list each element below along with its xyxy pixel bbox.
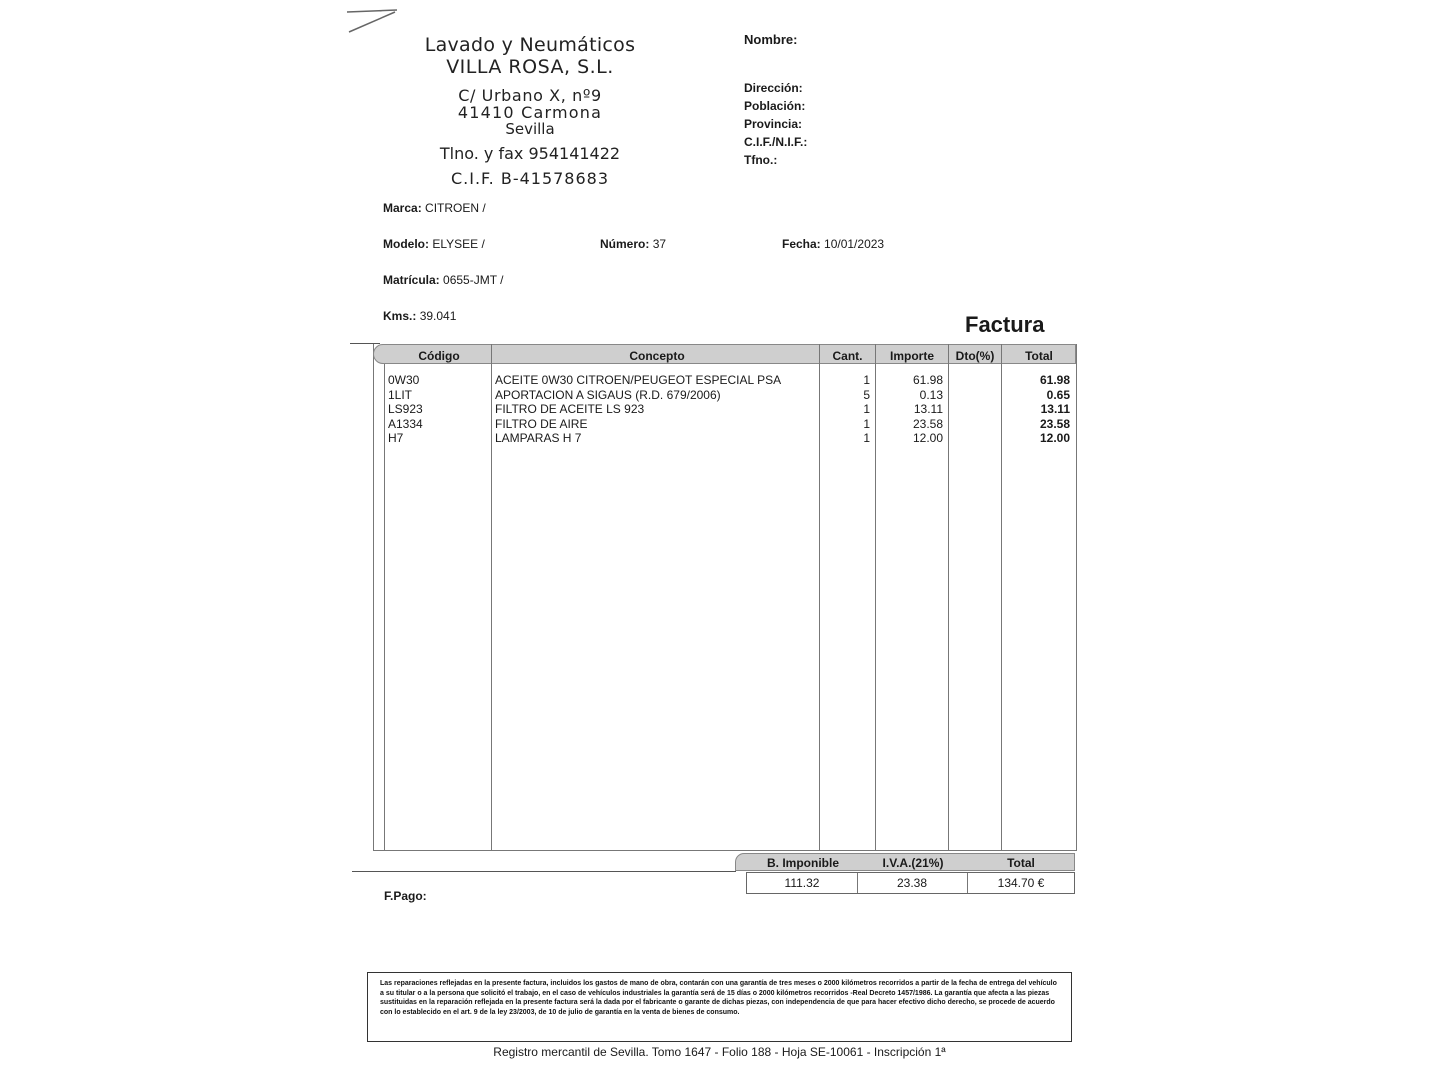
- cell-codigo: 1LIT: [388, 388, 413, 402]
- col-divider: [948, 344, 949, 850]
- fecha-value: 10/01/2023: [824, 237, 885, 251]
- cell-concepto: APORTACION A SIGAUS (R.D. 679/2006): [495, 388, 721, 402]
- vehicle-marca: [383, 201, 486, 215]
- cell-total: 61.98: [1039, 373, 1070, 387]
- kms-value: 39.041: [419, 309, 457, 323]
- col-header-codigo: Código: [418, 349, 460, 363]
- total-label: Total: [1007, 856, 1035, 870]
- vehicle-matricula: [383, 273, 504, 287]
- cell-cant: 1: [863, 431, 870, 445]
- col-header-concepto: Concepto: [629, 349, 685, 363]
- col-divider: [491, 344, 492, 850]
- legal-notice: Las reparaciones reflejadas en la presente factura, incluidos los gastos de mano de obra, contarán con una garantía de tres meses o 2000 kilómetros recorridos a partir de la fecha de entrega del vehículo a su titular o a la persona que solicitó el trabajo, en el caso de vehículos industriales la garantía será de 15 días o 2000 kilómetros recorridos -Real Decreto 1457/1986. La garantía que afecta a las piezas sustituidas en la reparación reflejada en la presente factura será la dada por el fabricante o garante de dichas piezas, con independencia de que para hacer efectivo dicho derecho, se procede de acuerdo con lo establecido en el art. 9 de la ley 23/2003, de 10 de julio de garantía en la venta de bienes de consumo.: [367, 972, 1072, 1042]
- cell-cant: 1: [863, 402, 870, 416]
- registro-mercantil: Registro mercantil de Sevilla. Tomo 1647 - Folio 188 - Hoja SE-10061 - Inscripción 1ª: [493, 1045, 946, 1059]
- company-phone: Tlno. y fax 954141422: [439, 144, 621, 163]
- totals-header: [735, 853, 1075, 871]
- cell-total: 13.11: [1040, 402, 1070, 416]
- cell-codigo: 0W30: [388, 373, 420, 387]
- client-cif-label: C.I.F./N.I.F.:: [744, 135, 808, 149]
- col-header-cant: Cant.: [832, 349, 863, 363]
- cell-concepto: FILTRO DE ACEITE LS 923: [495, 402, 645, 416]
- client-tfno-label: Tfno.:: [744, 153, 778, 167]
- company-city: 41410 Carmona: [457, 103, 603, 122]
- company-name-line2: VILLA ROSA, S.L.: [446, 56, 614, 78]
- marca-value: CITROEN /: [425, 201, 486, 215]
- cell-importe: 61.98: [912, 373, 943, 387]
- cell-importe: 0.13: [919, 388, 943, 402]
- fecha-label: Fecha:: [782, 237, 821, 251]
- cell-total: 12.00: [1039, 431, 1070, 445]
- company-header: [380, 34, 680, 188]
- client-direccion-label: Dirección:: [744, 81, 803, 95]
- client-poblacion-label: Población:: [744, 99, 806, 113]
- divider-bottom: [352, 871, 736, 872]
- items-table-header: [373, 344, 1076, 364]
- cell-importe: 12.00: [912, 431, 943, 445]
- cell-total: 0.65: [1046, 388, 1070, 402]
- company-address: C/ Urbano X, nº9: [458, 86, 602, 105]
- vehicle-modelo: [383, 237, 485, 251]
- forma-pago-label: F.Pago:: [384, 889, 427, 903]
- cell-cant: 1: [863, 373, 870, 387]
- cell-concepto: ACEITE 0W30 CITROEN/PEUGEOT ESPECIAL PSA: [495, 373, 782, 387]
- items-table: [373, 344, 1077, 851]
- cell-cant: 1: [863, 417, 870, 431]
- client-provincia-label: Provincia:: [744, 117, 803, 131]
- cell-codigo: H7: [388, 431, 404, 445]
- cell-cant: 5: [863, 388, 870, 402]
- document-title: Factura: [965, 312, 1045, 337]
- cell-total: 23.58: [1039, 417, 1070, 431]
- total-value: 134.70 €: [997, 876, 1045, 890]
- company-province: Sevilla: [505, 120, 555, 138]
- cell-importe: 23.58: [912, 417, 943, 431]
- col-header-dto: Dto(%): [955, 349, 995, 363]
- vehicle-kms: [383, 309, 456, 323]
- marca-label: Marca:: [383, 201, 422, 215]
- modelo-label: Modelo:: [383, 237, 429, 251]
- numero-label: Número:: [600, 237, 650, 251]
- cell-importe: 13.11: [913, 402, 943, 416]
- col-header-total: Total: [1025, 349, 1053, 363]
- invoice-date: [782, 237, 884, 251]
- kms-label: Kms.:: [383, 309, 417, 323]
- iva-label: I.V.A.(21%): [882, 856, 944, 870]
- col-divider: [384, 364, 385, 850]
- matricula-label: Matrícula:: [383, 273, 440, 287]
- iva-value: 23.38: [896, 876, 928, 890]
- modelo-value: ELYSEE /: [432, 237, 485, 251]
- cell-codigo: A1334: [388, 417, 423, 431]
- base-imponible-value: 111.32: [784, 876, 820, 890]
- matricula-value: 0655-JMT /: [443, 273, 504, 287]
- col-header-importe: Importe: [889, 349, 934, 363]
- cell-concepto: FILTRO DE AIRE: [495, 417, 588, 431]
- base-imponible-label: B. Imponible: [767, 856, 839, 870]
- company-name-line1: Lavado y Neumáticos: [424, 34, 636, 56]
- cell-codigo: LS923: [388, 402, 423, 416]
- pen-scribble-mark: [345, 6, 405, 36]
- invoice-number: [600, 237, 666, 251]
- client-nombre-label: Nombre:: [744, 32, 798, 47]
- cell-concepto: LAMPARAS H 7: [495, 431, 582, 445]
- totals-values: [746, 872, 1075, 894]
- company-cif: C.I.F. B-41578683: [450, 169, 610, 188]
- numero-value: 37: [652, 237, 667, 251]
